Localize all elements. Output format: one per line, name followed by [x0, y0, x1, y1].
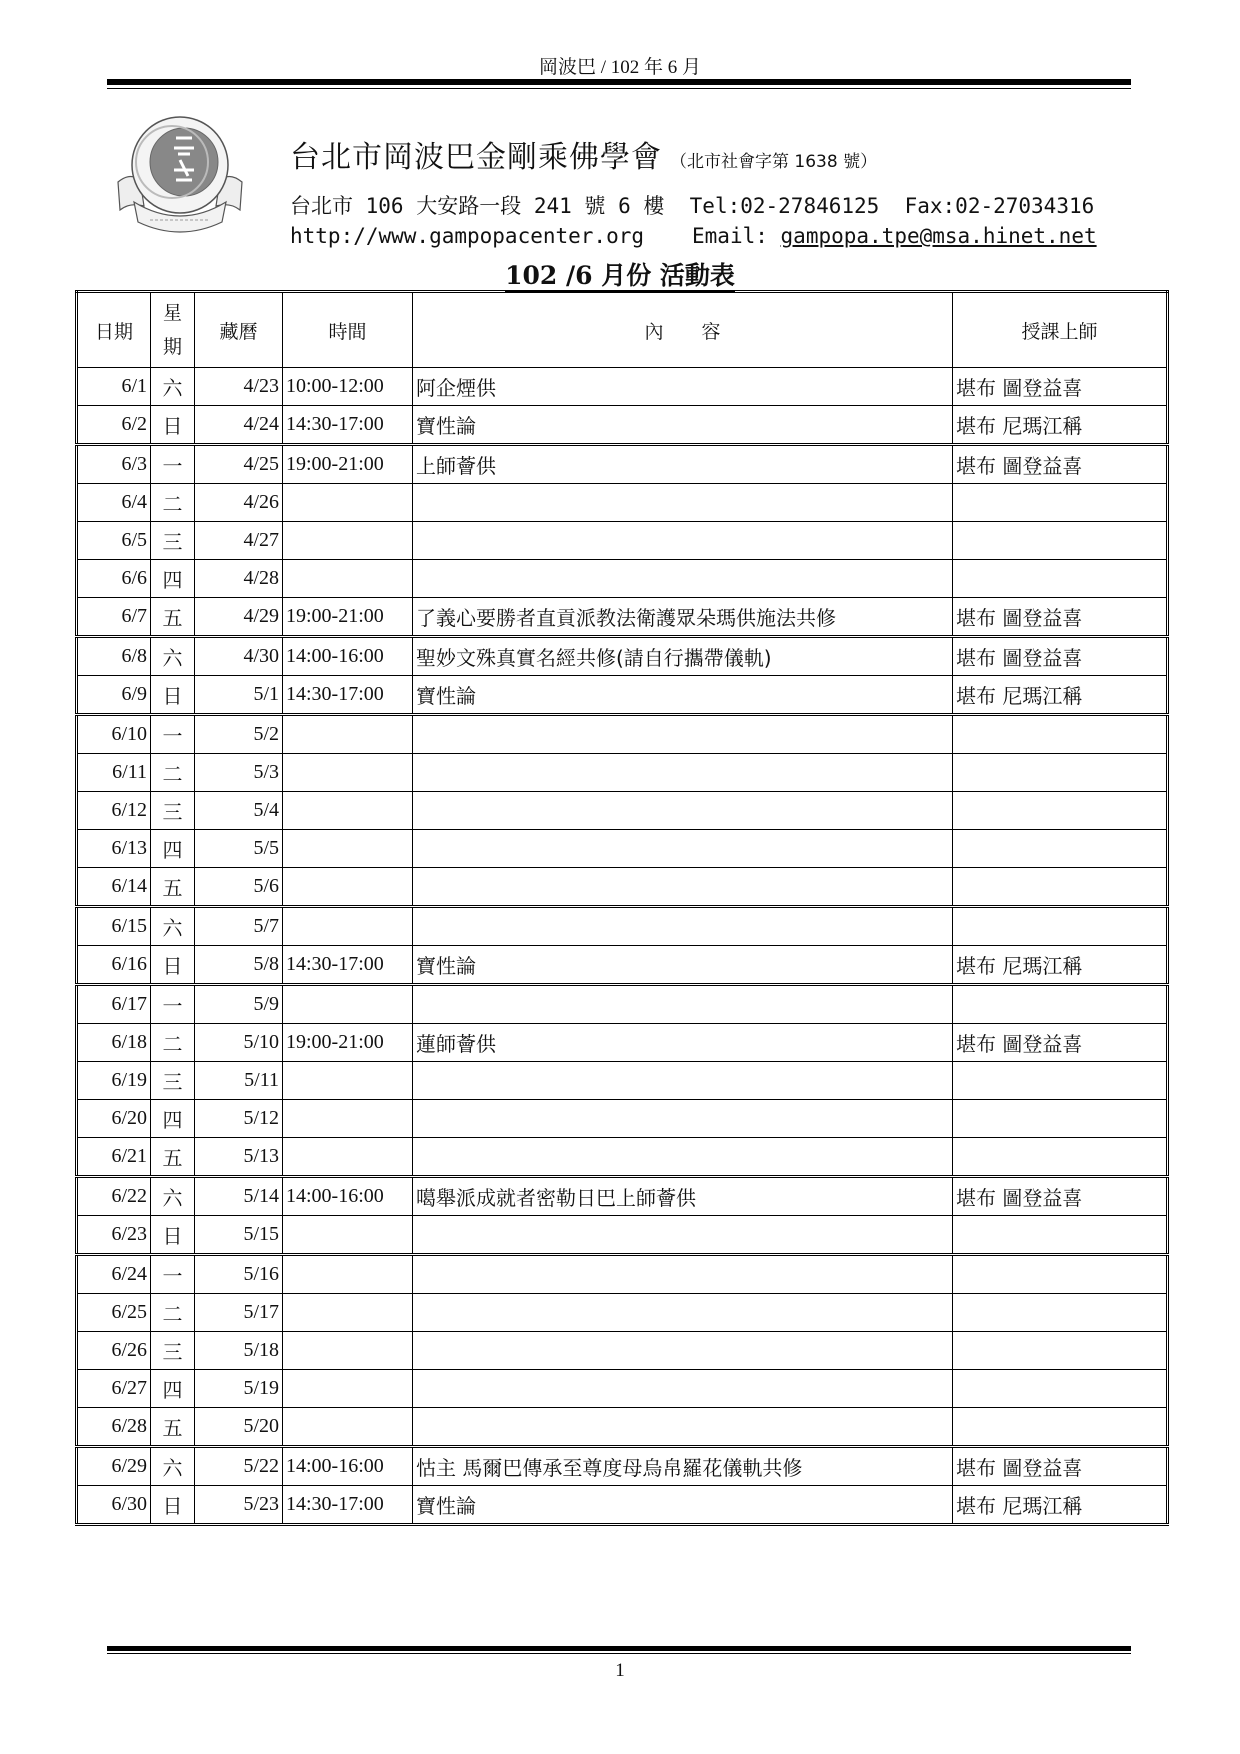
- cell-lunar: 5/2: [195, 715, 283, 754]
- cell-time: 19:00-21:00: [283, 445, 413, 484]
- cell-lunar: 4/30: [195, 637, 283, 676]
- table-row: [77, 560, 1168, 598]
- cell-date: 6/15: [77, 907, 151, 946]
- website-link[interactable]: http://www.gampopacenter.org: [290, 224, 645, 248]
- cell-weekday: 一: [151, 445, 195, 484]
- cell-teacher: [953, 830, 1168, 868]
- cell-teacher: 堪布 圖登益喜: [953, 1177, 1168, 1216]
- cell-time: [283, 484, 413, 522]
- cell-weekday: 二: [151, 1294, 195, 1332]
- table-row: [77, 484, 1168, 522]
- cell-teacher: [953, 985, 1168, 1024]
- cell-time: [283, 522, 413, 560]
- cell-date: 6/28: [77, 1408, 151, 1447]
- cell-time: [283, 754, 413, 792]
- cell-time: [283, 1370, 413, 1408]
- cell-lunar: 5/9: [195, 985, 283, 1024]
- cell-date: 6/22: [77, 1177, 151, 1216]
- cell-weekday: 三: [151, 792, 195, 830]
- cell-date: 6/2: [77, 406, 151, 445]
- address-line: [290, 190, 1094, 220]
- cell-date: 6/30: [77, 1486, 151, 1525]
- cell-lunar: 5/17: [195, 1294, 283, 1332]
- cell-time: [283, 792, 413, 830]
- table-row: [77, 985, 1168, 1024]
- table-row: [77, 1024, 1168, 1062]
- cell-time: [283, 715, 413, 754]
- cell-content: [413, 1062, 953, 1100]
- cell-date: 6/23: [77, 1216, 151, 1255]
- table-row: [77, 1294, 1168, 1332]
- cell-lunar: 5/11: [195, 1062, 283, 1100]
- cell-teacher: 堪布 尼瑪江稱: [953, 406, 1168, 445]
- cell-teacher: [953, 754, 1168, 792]
- cell-weekday: 三: [151, 1062, 195, 1100]
- cell-lunar: 4/23: [195, 368, 283, 406]
- table-row: [77, 1408, 1168, 1447]
- cell-content: 寶性論: [413, 676, 953, 715]
- cell-date: 6/26: [77, 1332, 151, 1370]
- header-date: 日期: [77, 292, 151, 368]
- cell-teacher: [953, 522, 1168, 560]
- cell-teacher: 堪布 圖登益喜: [953, 598, 1168, 637]
- table-row: [77, 1100, 1168, 1138]
- table-header-row: [77, 292, 1168, 368]
- cell-time: 19:00-21:00: [283, 1024, 413, 1062]
- cell-content: [413, 830, 953, 868]
- cell-weekday: 一: [151, 715, 195, 754]
- cell-date: 6/5: [77, 522, 151, 560]
- cell-weekday: 六: [151, 637, 195, 676]
- cell-weekday: 六: [151, 907, 195, 946]
- cell-time: [283, 1138, 413, 1177]
- cell-time: [283, 1408, 413, 1447]
- cell-content: [413, 560, 953, 598]
- cell-teacher: 堪布 圖登益喜: [953, 368, 1168, 406]
- cell-time: [283, 830, 413, 868]
- cell-date: 6/27: [77, 1370, 151, 1408]
- web-line: [290, 224, 1097, 248]
- cell-teacher: [953, 1294, 1168, 1332]
- cell-lunar: 5/10: [195, 1024, 283, 1062]
- cell-date: 6/10: [77, 715, 151, 754]
- table-row: [77, 754, 1168, 792]
- cell-weekday: 日: [151, 1216, 195, 1255]
- cell-weekday: 二: [151, 1024, 195, 1062]
- cell-date: 6/11: [77, 754, 151, 792]
- table-row: [77, 1447, 1168, 1486]
- cell-weekday: 三: [151, 522, 195, 560]
- top-rule: [107, 79, 1131, 85]
- cell-lunar: 5/7: [195, 907, 283, 946]
- cell-lunar: 5/23: [195, 1486, 283, 1525]
- table-row: [77, 406, 1168, 445]
- cell-content: 寶性論: [413, 1486, 953, 1525]
- cell-date: 6/7: [77, 598, 151, 637]
- cell-date: 6/9: [77, 676, 151, 715]
- cell-date: 6/20: [77, 1100, 151, 1138]
- cell-teacher: 堪布 尼瑪江稱: [953, 676, 1168, 715]
- organization-name: 台北市岡波巴金剛乘佛學會 （北市社會字第 1638 號）: [290, 140, 878, 175]
- cell-time: [283, 985, 413, 1024]
- cell-teacher: [953, 1255, 1168, 1294]
- bottom-rule-thin: [107, 1653, 1131, 1654]
- cell-teacher: 堪布 圖登益喜: [953, 637, 1168, 676]
- cell-date: 6/29: [77, 1447, 151, 1486]
- cell-weekday: 四: [151, 560, 195, 598]
- cell-time: [283, 1216, 413, 1255]
- cell-content: [413, 1370, 953, 1408]
- cell-content: [413, 1216, 953, 1255]
- cell-teacher: [953, 907, 1168, 946]
- schedule-title: 102 /6 月份 活動表: [0, 256, 1240, 292]
- cell-content: [413, 1100, 953, 1138]
- cell-time: 14:30-17:00: [283, 676, 413, 715]
- cell-lunar: 5/5: [195, 830, 283, 868]
- cell-time: [283, 1100, 413, 1138]
- cell-date: 6/25: [77, 1294, 151, 1332]
- cell-date: 6/19: [77, 1062, 151, 1100]
- cell-lunar: 5/4: [195, 792, 283, 830]
- cell-content: [413, 1332, 953, 1370]
- header-lunar: 藏曆: [195, 292, 283, 368]
- table-row: [77, 830, 1168, 868]
- cell-weekday: 五: [151, 868, 195, 907]
- cell-content: [413, 754, 953, 792]
- cell-lunar: 4/24: [195, 406, 283, 445]
- cell-lunar: 5/1: [195, 676, 283, 715]
- cell-teacher: [953, 1408, 1168, 1447]
- organization-logo-icon: [110, 110, 250, 235]
- cell-teacher: [953, 1138, 1168, 1177]
- bottom-rule: [107, 1646, 1131, 1651]
- cell-date: 6/24: [77, 1255, 151, 1294]
- table-row: [77, 715, 1168, 754]
- table-row: [77, 1486, 1168, 1525]
- table-row: [77, 1332, 1168, 1370]
- page-number: 1: [615, 1660, 625, 1681]
- cell-lunar: 4/29: [195, 598, 283, 637]
- cell-weekday: 五: [151, 1408, 195, 1447]
- cell-weekday: 六: [151, 1447, 195, 1486]
- cell-weekday: 六: [151, 1177, 195, 1216]
- schedule-body: [77, 368, 1168, 1525]
- table-row: [77, 1062, 1168, 1100]
- cell-content: 寶性論: [413, 946, 953, 985]
- cell-content: 聖妙文殊真實名經共修(請自行攜帶儀軌): [413, 637, 953, 676]
- cell-date: 6/14: [77, 868, 151, 907]
- cell-time: [283, 1332, 413, 1370]
- cell-date: 6/13: [77, 830, 151, 868]
- top-rule-thin: [107, 88, 1131, 89]
- cell-lunar: 5/6: [195, 868, 283, 907]
- cell-lunar: 4/25: [195, 445, 283, 484]
- table-row: [77, 868, 1168, 907]
- cell-teacher: [953, 792, 1168, 830]
- cell-content: 了義心要勝者直貢派教法衛護眾朵瑪供施法共修: [413, 598, 953, 637]
- cell-weekday: 二: [151, 754, 195, 792]
- header-teacher: 授課上師: [953, 292, 1168, 368]
- fax: Fax:02-27034316: [904, 194, 1095, 218]
- cell-date: 6/12: [77, 792, 151, 830]
- cell-lunar: 5/8: [195, 946, 283, 985]
- cell-lunar: 4/27: [195, 522, 283, 560]
- cell-lunar: 5/14: [195, 1177, 283, 1216]
- cell-content: 寶性論: [413, 406, 953, 445]
- cell-date: 6/18: [77, 1024, 151, 1062]
- cell-time: [283, 1294, 413, 1332]
- cell-content: [413, 1138, 953, 1177]
- cell-lunar: 5/19: [195, 1370, 283, 1408]
- table-row: [77, 598, 1168, 637]
- cell-content: [413, 868, 953, 907]
- cell-lunar: 5/18: [195, 1332, 283, 1370]
- cell-content: 上師薈供: [413, 445, 953, 484]
- cell-content: [413, 792, 953, 830]
- cell-weekday: 五: [151, 598, 195, 637]
- cell-weekday: 四: [151, 1100, 195, 1138]
- table-row: [77, 1216, 1168, 1255]
- cell-content: [413, 522, 953, 560]
- cell-date: 6/8: [77, 637, 151, 676]
- cell-weekday: 一: [151, 1255, 195, 1294]
- email-label: Email:: [692, 224, 768, 248]
- cell-content: [413, 985, 953, 1024]
- table-row: [77, 637, 1168, 676]
- cell-time: 14:00-16:00: [283, 637, 413, 676]
- table-row: [77, 368, 1168, 406]
- cell-time: [283, 1062, 413, 1100]
- schedule-table: [75, 290, 1169, 1526]
- cell-time: [283, 560, 413, 598]
- cell-lunar: 5/20: [195, 1408, 283, 1447]
- cell-teacher: [953, 868, 1168, 907]
- header-weekday: 星 期: [151, 292, 195, 368]
- cell-time: [283, 907, 413, 946]
- cell-content: [413, 907, 953, 946]
- cell-teacher: 堪布 圖登益喜: [953, 1447, 1168, 1486]
- cell-content: [413, 1255, 953, 1294]
- cell-teacher: 堪布 尼瑪江稱: [953, 946, 1168, 985]
- table-row: [77, 1138, 1168, 1177]
- address: 台北市 106 大安路一段 241 號 6 樓: [290, 194, 665, 218]
- cell-content: 蓮師薈供: [413, 1024, 953, 1062]
- cell-time: 19:00-21:00: [283, 598, 413, 637]
- header-content: 內 容: [413, 292, 953, 368]
- table-row: [77, 1255, 1168, 1294]
- cell-weekday: 日: [151, 676, 195, 715]
- cell-content: 噶舉派成就者密勒日巴上師薈供: [413, 1177, 953, 1216]
- cell-weekday: 四: [151, 1370, 195, 1408]
- cell-time: 14:30-17:00: [283, 406, 413, 445]
- table-row: [77, 946, 1168, 985]
- cell-content: [413, 1408, 953, 1447]
- cell-date: 6/4: [77, 484, 151, 522]
- cell-teacher: 堪布 圖登益喜: [953, 445, 1168, 484]
- cell-teacher: [953, 1370, 1168, 1408]
- email-link[interactable]: gampopa.tpe@msa.hinet.net: [780, 224, 1097, 248]
- cell-content: [413, 1294, 953, 1332]
- registration-number: （北市社會字第 1638 號）: [670, 152, 878, 172]
- cell-lunar: 5/12: [195, 1100, 283, 1138]
- cell-weekday: 二: [151, 484, 195, 522]
- cell-lunar: 5/22: [195, 1447, 283, 1486]
- table-row: [77, 676, 1168, 715]
- running-head: 岡波巴 / 102 年 6 月: [538, 57, 702, 78]
- cell-content: [413, 715, 953, 754]
- cell-time: 14:00-16:00: [283, 1177, 413, 1216]
- cell-date: 6/6: [77, 560, 151, 598]
- cell-time: [283, 868, 413, 907]
- cell-time: 14:30-17:00: [283, 946, 413, 985]
- cell-lunar: 5/13: [195, 1138, 283, 1177]
- cell-teacher: 堪布 圖登益喜: [953, 1024, 1168, 1062]
- cell-teacher: [953, 1332, 1168, 1370]
- cell-lunar: 5/15: [195, 1216, 283, 1255]
- cell-weekday: 六: [151, 368, 195, 406]
- cell-teacher: [953, 484, 1168, 522]
- table-row: [77, 445, 1168, 484]
- cell-time: 14:00-16:00: [283, 1447, 413, 1486]
- table-row: [77, 1370, 1168, 1408]
- cell-teacher: [953, 715, 1168, 754]
- cell-weekday: 五: [151, 1138, 195, 1177]
- table-row: [77, 792, 1168, 830]
- cell-date: 6/3: [77, 445, 151, 484]
- cell-content: 怙主 馬爾巴傳承至尊度母烏帛羅花儀軌共修: [413, 1447, 953, 1486]
- cell-date: 6/17: [77, 985, 151, 1024]
- cell-teacher: [953, 560, 1168, 598]
- cell-lunar: 5/3: [195, 754, 283, 792]
- cell-teacher: [953, 1100, 1168, 1138]
- telephone: Tel:02-27846125: [689, 194, 880, 218]
- cell-teacher: [953, 1216, 1168, 1255]
- cell-time: 10:00-12:00: [283, 368, 413, 406]
- cell-lunar: 5/16: [195, 1255, 283, 1294]
- table-row: [77, 907, 1168, 946]
- cell-lunar: 4/26: [195, 484, 283, 522]
- cell-date: 6/1: [77, 368, 151, 406]
- cell-weekday: 四: [151, 830, 195, 868]
- cell-lunar: 4/28: [195, 560, 283, 598]
- table-row: [77, 1177, 1168, 1216]
- cell-content: [413, 484, 953, 522]
- cell-content: 阿企煙供: [413, 368, 953, 406]
- cell-weekday: 日: [151, 946, 195, 985]
- header-time: 時間: [283, 292, 413, 368]
- cell-weekday: 一: [151, 985, 195, 1024]
- cell-time: 14:30-17:00: [283, 1486, 413, 1525]
- table-row: [77, 522, 1168, 560]
- cell-date: 6/16: [77, 946, 151, 985]
- cell-time: [283, 1255, 413, 1294]
- cell-weekday: 日: [151, 1486, 195, 1525]
- cell-teacher: 堪布 尼瑪江稱: [953, 1486, 1168, 1525]
- cell-date: 6/21: [77, 1138, 151, 1177]
- cell-weekday: 三: [151, 1332, 195, 1370]
- cell-teacher: [953, 1062, 1168, 1100]
- cell-weekday: 日: [151, 406, 195, 445]
